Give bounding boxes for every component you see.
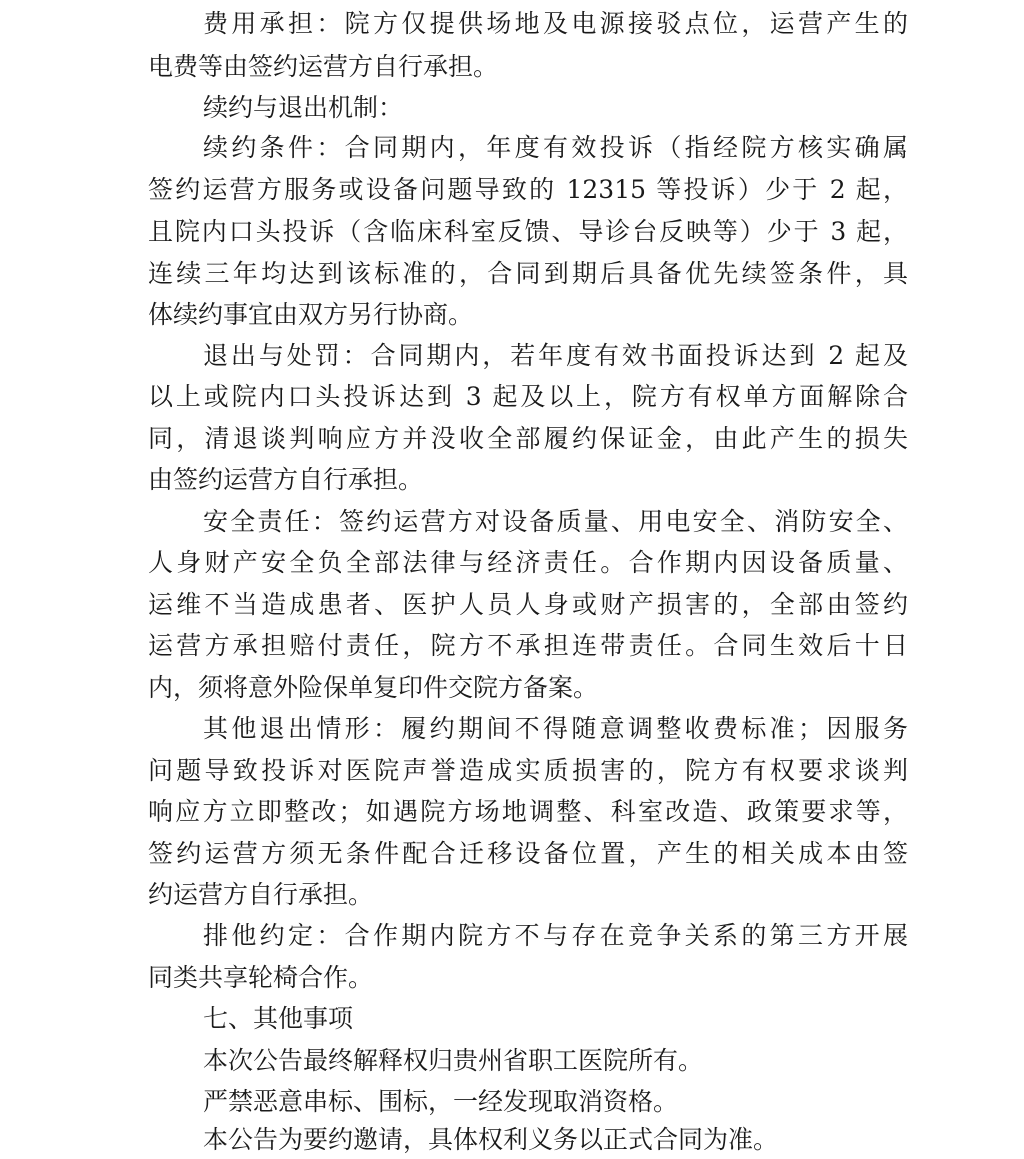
text-line: 体续约事宜由双方另行协商。 [148,300,474,329]
text-line: 本公告为要约邀请，具体权利义务以正式合同为准。 [203,1125,779,1154]
text-line: 同，清退谈判响应方并没收全部履约保证金，由此产生的损失 [148,424,908,453]
text-line: 运营方承担赔付责任，院方不承担连带责任。合同生效后十日 [148,631,908,660]
text-line: 退出与处罚：合同期内，若年度有效书面投诉达到 2 起及 [203,341,908,370]
text-line: 费用承担：院方仅提供场地及电源接驳点位，运营产生的 [203,9,908,38]
text-line: 其他退出情形：履约期间不得随意调整收费标准；因服务 [203,714,908,743]
text-line: 签约运营方须无条件配合迁移设备位置，产生的相关成本由签 [148,839,908,868]
text-line: 运维不当造成患者、医护人员人身或财产损害的，全部由签约 [148,590,908,619]
text-line: 连续三年均达到该标准的，合同到期后具备优先续签条件，具 [148,259,908,288]
text-line: 以上或院内口头投诉达到 3 起及以上，院方有权单方面解除合 [148,382,908,411]
text-line: 安全责任：签约运营方对设备质量、用电安全、消防安全、 [203,507,908,536]
text-line: 电费等由签约运营方自行承担。 [148,52,499,81]
text-line: 人身财产安全负全部法律与经济责任。合作期内因设备质量、 [148,548,908,577]
text-line: 签约运营方服务或设备问题导致的 12315 等投诉）少于 2 起， [148,175,908,204]
section-heading: 七、其他事项 [203,1004,354,1033]
text-line: 约运营方自行承担。 [148,880,374,909]
text-line: 续约条件：合同期内，年度有效投诉（指经院方核实确属 [203,133,908,162]
text-line: 本次公告最终解释权归贵州省职工医院所有。 [203,1046,704,1075]
text-line: 内，须将意外险保单复印件交院方备案。 [148,673,599,702]
text-line: 同类共享轮椅合作。 [148,963,374,992]
text-line: 问题导致投诉对医院声誉造成实质损害的，院方有权要求谈判 [148,756,908,785]
text-line: 且院内口头投诉（含临床科室反馈、导诊台反映等）少于 3 起， [148,217,908,246]
text-line: 严禁恶意串标、围标，一经发现取消资格。 [203,1087,679,1116]
text-line: 由签约运营方自行承担。 [148,465,424,494]
text-line: 排他约定：合作期内院方不与存在竞争关系的第三方开展 [203,921,908,950]
section-heading: 续约与退出机制： [203,93,404,122]
text-line: 响应方立即整改；如遇院方场地调整、科室改造、政策要求等， [148,797,908,826]
